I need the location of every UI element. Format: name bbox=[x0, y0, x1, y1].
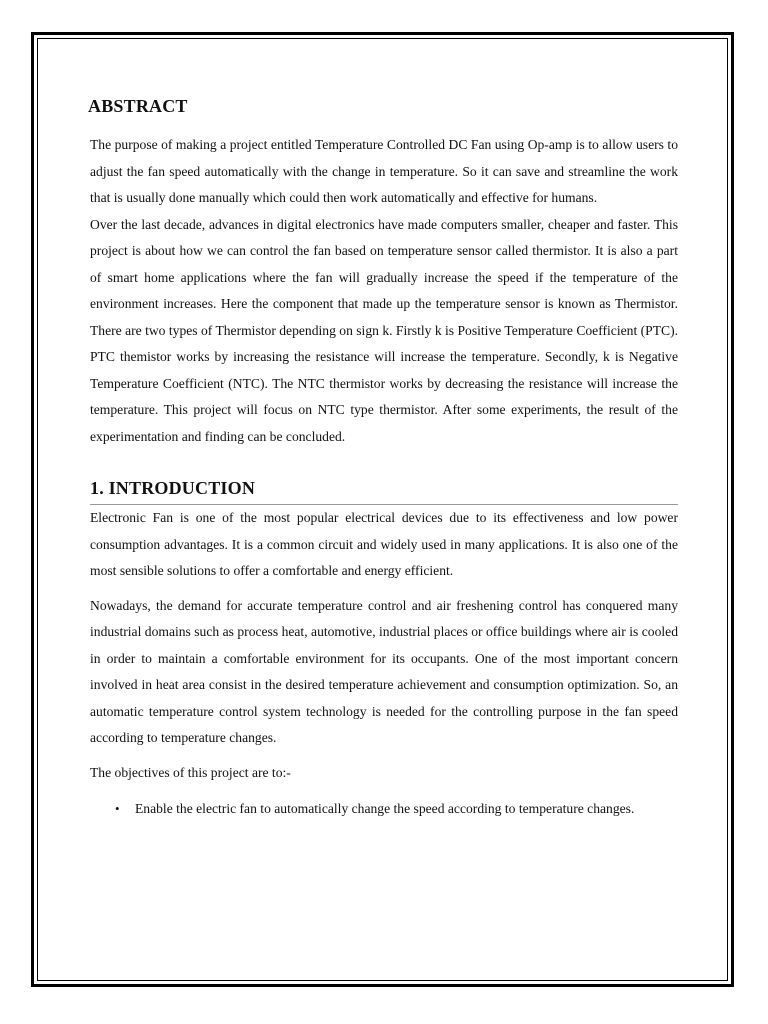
introduction-heading: 1. INTRODUCTION bbox=[90, 474, 678, 505]
abstract-paragraph-1: The purpose of making a project entitled Temperature Controlled DC Fan using Op-amp is to allow users to adjust the fan speed automatically with the change in temperature. So it can save and streamline the work that is usually done manually which could then work automatically and effective for humans. bbox=[90, 137, 678, 205]
list-item bbox=[90, 796, 678, 823]
bullet-icon: • bbox=[115, 801, 120, 816]
abstract-heading: ABSTRACT bbox=[88, 96, 188, 116]
objective-text: Enable the electric fan to automatically change the speed according to temperature changes. bbox=[135, 801, 635, 816]
abstract-paragraph-2: Over the last decade, advances in digital electronics have made computers smaller, cheaper and faster. This project is about how we can control the fan based on temperature sensor called thermistor. It is also a part of smart home applications where the fan will gradually increase the speed if the temperature of the environment increases. Here the component that made up the temperature sensor is known as Thermistor. There are two types of Thermistor depending on sign k. Firstly k is Positive Temperature Coefficient (PTC). PTC themistor works by increasing the resistance will increase the temperature. Secondly, k is Negative Temperature Coefficient (NTC). The NTC thermistor works by decreasing the resistance will increase the temperature. This project will focus on NTC type thermistor. After some experiments, the result of the experimentation and finding can be concluded. bbox=[90, 216, 679, 444]
introduction-paragraph-1: Electronic Fan is one of the most popular electrical devices due to its effectiveness and low power consumption advantages. It is a common circuit and widely used in many applications. It is also one of the most sensible solutions to offer a comfortable and energy efficient. bbox=[90, 510, 678, 578]
introduction-paragraph-2: Nowadays, the demand for accurate temperature control and air freshening control has conquered many industrial domains such as process heat, automotive, industrial places or office buildings where air is cooled in order to maintain a comfortable environment for its occupants. One of the most important concern involved in heat area consist in the desired temperature achievement and consumption optimization. So, an automatic temperature control system technology is needed for the controlling purpose in the fan speed according to temperature changes. bbox=[90, 597, 678, 745]
page-content bbox=[90, 92, 678, 823]
objectives-list bbox=[90, 796, 678, 823]
objectives-intro: The objectives of this project are to:- bbox=[90, 764, 291, 780]
